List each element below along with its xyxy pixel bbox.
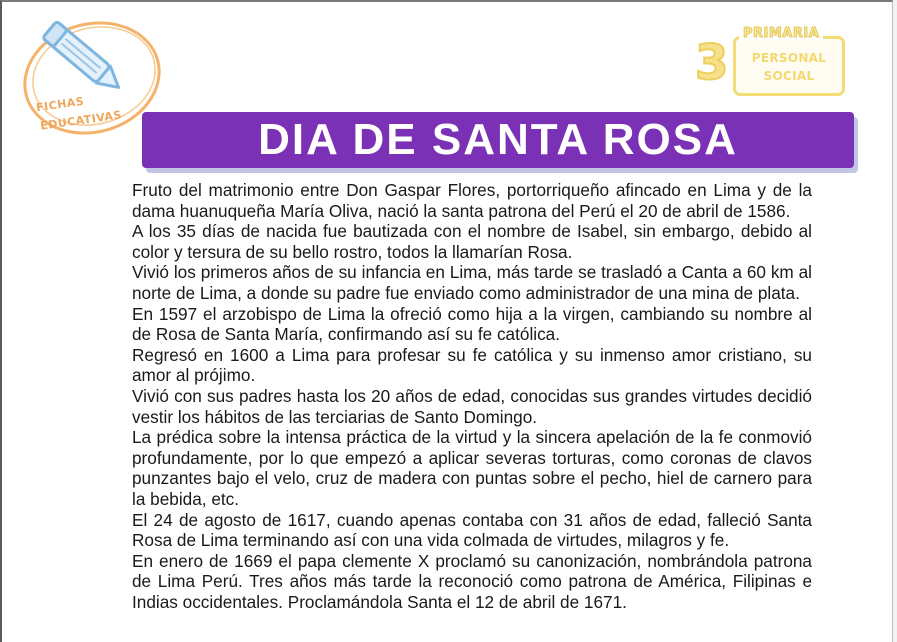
paragraph: En enero de 1669 el papa clemente X proclamó su canonización, nombrándola patrona de Lima Perú. Tres años más tarde la reconoció como patrona de América, Filipinas e Indias occidentales. Proclamándola Santa el 12 de abril de 1671. (132, 550, 812, 612)
paragraph: Vivió con sus padres hasta los 20 años de edad, conocidas sus grandes virtudes decidió vestir los hábitos de las terciarias de Santo Domingo. (132, 385, 812, 427)
level-label: PRIMARIA (739, 26, 823, 41)
grade-subject-badge (695, 24, 853, 100)
paragraph: La prédica sobre la intensa práctica de la virtud y la sincera apelación de la fe conmovió profundamente, por lo que empezó a aplicar severas torturas, como coronas de clavos punzantes bajo el velo, cruz de madera con puntas sobre el pecho, hiel de carnero para la bebida, etc. (132, 427, 812, 509)
badge-frame (733, 36, 845, 96)
paragraph: Vivió los primeros años de su infancia en Lima, más tarde se trasladó a Canta a 60 km al norte de Lima, a donde su padre fue enviado como administrador de una mina de plata. (132, 262, 812, 303)
paragraph: A los 35 días de nacida fue bautizada con el nombre de Isabel, sin embargo, debido al color y tersura de su bello rostro, todos la llamarían Rosa. (132, 221, 812, 262)
subject-line-2: SOCIAL (763, 69, 815, 83)
title-banner (142, 112, 854, 168)
paragraph: Regresó en 1600 a Lima para profesar su fe católica y su inmenso amor cristiano, su amor al prójimo. (132, 344, 812, 386)
logo-line-1: FICHAS (35, 94, 85, 115)
article-body (132, 180, 812, 612)
page-title: DIA DE SANTA ROSA (258, 115, 738, 164)
subject-line-1: PERSONAL (751, 51, 827, 65)
logo-line-2: EDUCATIVAS (39, 108, 123, 133)
paragraph: En 1597 el arzobispo de Lima la ofreció como hija a la virgen, cambiando su nombre al de Rosa de Santa María, confirmando así su fe católica. (132, 303, 812, 345)
paragraph: Fruto del matrimonio entre Don Gaspar Flores, portorriqueño afincado en Lima y de la dama huanuqueña María Oliva, nació la santa patrona del Perú el 20 de abril de 1586. (132, 180, 812, 221)
paragraph: El 24 de agosto de 1617, cuando apenas contaba con 31 años de edad, falleció Santa Rosa de Lima terminando así con una vida colmada de virtudes, milagros y fe. (132, 509, 812, 551)
grade-number: 3 (695, 35, 729, 91)
